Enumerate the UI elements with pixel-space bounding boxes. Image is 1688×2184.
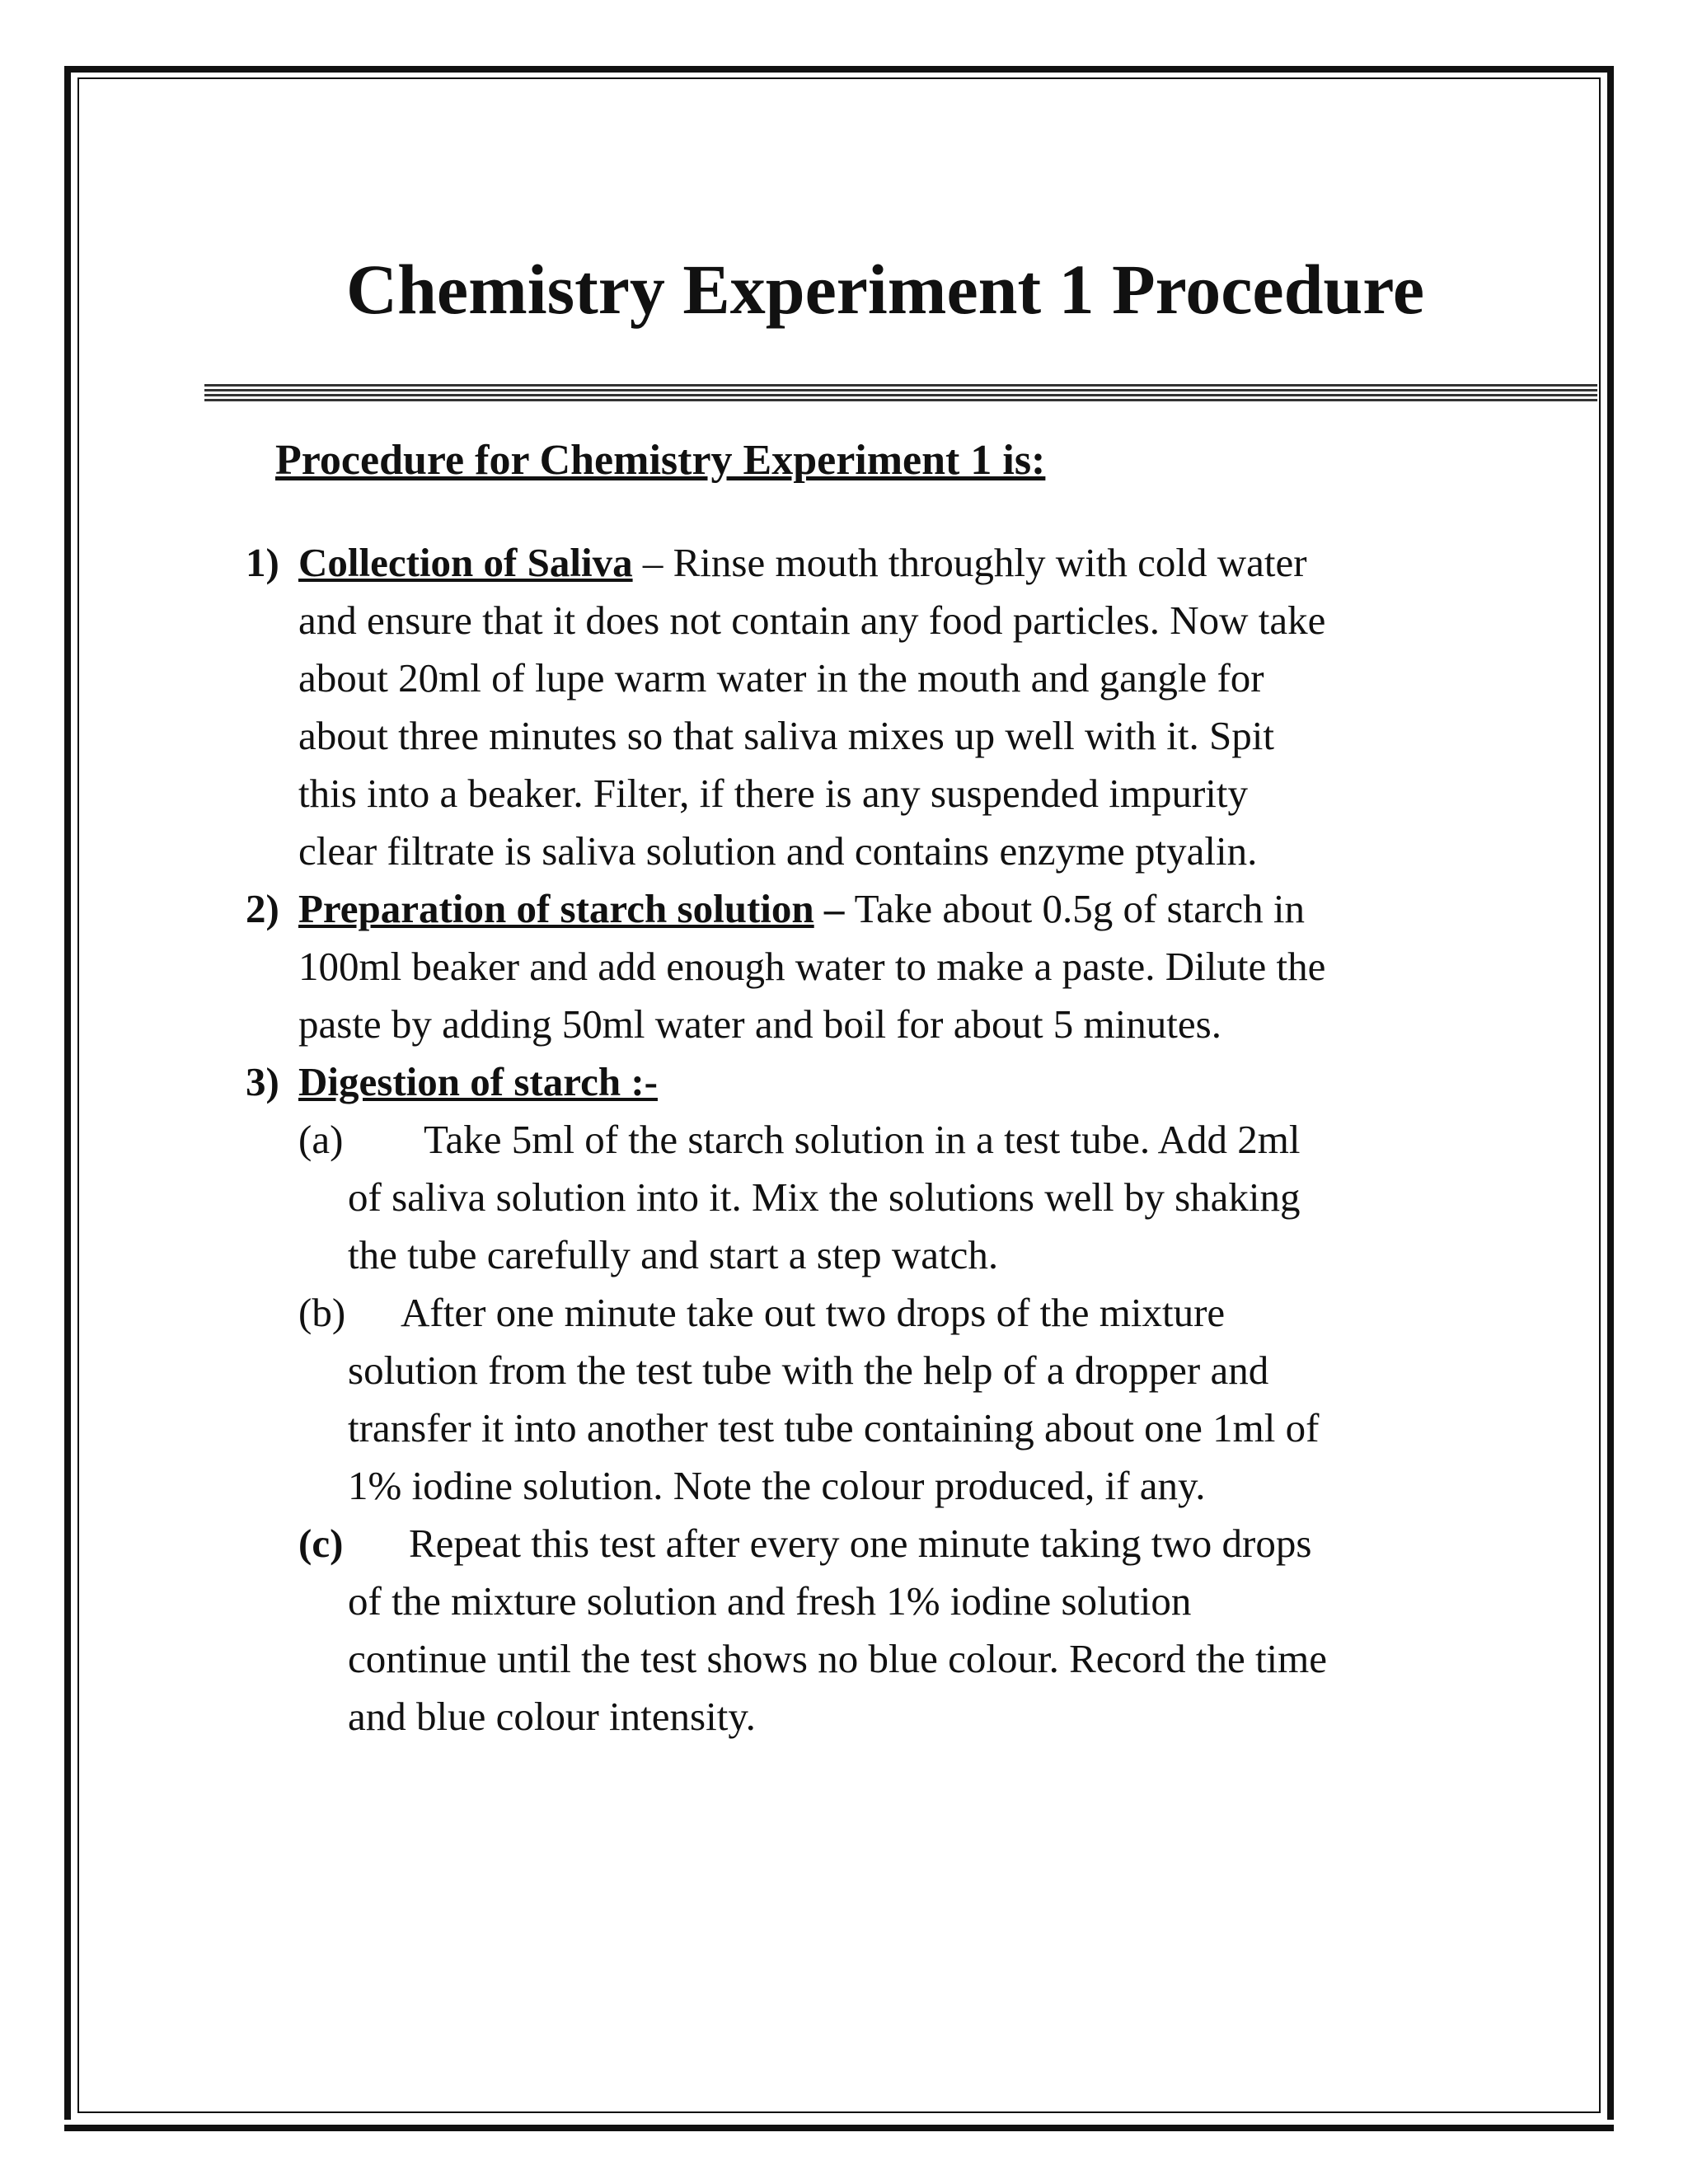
step-separator: –	[814, 886, 855, 931]
section-heading: Procedure for Chemistry Experiment 1 is:	[275, 437, 1046, 484]
substep-label: (a)	[298, 1117, 344, 1162]
substep-c	[246, 1515, 1334, 1746]
substep-label: (c)	[298, 1521, 344, 1566]
substep-b	[246, 1284, 1334, 1515]
step-number: 2)	[246, 886, 279, 931]
step-preparation-of-starch-solution	[246, 880, 1334, 1053]
procedure-list	[246, 534, 1334, 1746]
title-divider	[204, 384, 1597, 404]
substep-a	[246, 1111, 1334, 1284]
page-title: Chemistry Experiment 1 Procedure	[345, 250, 1425, 329]
substep-text: After one minute take out two drops of the mixture solution from the test tube with the help of a dropper and transfer it into another test tube containing about one 1ml of 1% iodine solution. Note the colour produced, if any.	[348, 1290, 1320, 1508]
step-number: 3)	[246, 1059, 279, 1104]
substep-label: (b)	[298, 1290, 346, 1335]
step-collection-of-saliva	[246, 534, 1334, 880]
step-digestion-of-starch	[246, 1053, 1334, 1111]
page-border-bottom	[64, 2125, 1614, 2131]
step-text: Take about 0.5g of starch in 100ml beaker and add enough water to make a paste. Dilute the paste by adding 50ml water and boil for about 5 minutes.	[298, 886, 1326, 1047]
step-heading: Preparation of starch solution	[298, 886, 814, 931]
substep-text: Repeat this test after every one minute taking two drops of the mixture solution and fresh 1% iodine solution continue until the test shows no blue colour. Record the time and blue colour intensity.	[348, 1521, 1328, 1739]
step-text: Rinse mouth throughly with cold water and ensure that it does not contain any food particles. Now take about 20ml of lupe warm water in the mouth and gangle for about three minutes so that saliva mixes up well with it. Spit this into a beaker. Filter, if there is any suspended impurity clear filtrate is saliva solution and contains enzyme ptyalin.	[298, 540, 1326, 874]
step-separator: –	[632, 540, 673, 585]
step-heading: Collection of Saliva	[298, 540, 633, 585]
step-heading: Digestion of starch :-	[298, 1059, 658, 1104]
substep-text: Take 5ml of the starch solution in a test tube. Add 2ml of saliva solution into it. Mix the solutions well by shaking the tube carefully and start a step watch.	[348, 1117, 1301, 1277]
step-number: 1)	[246, 540, 279, 585]
